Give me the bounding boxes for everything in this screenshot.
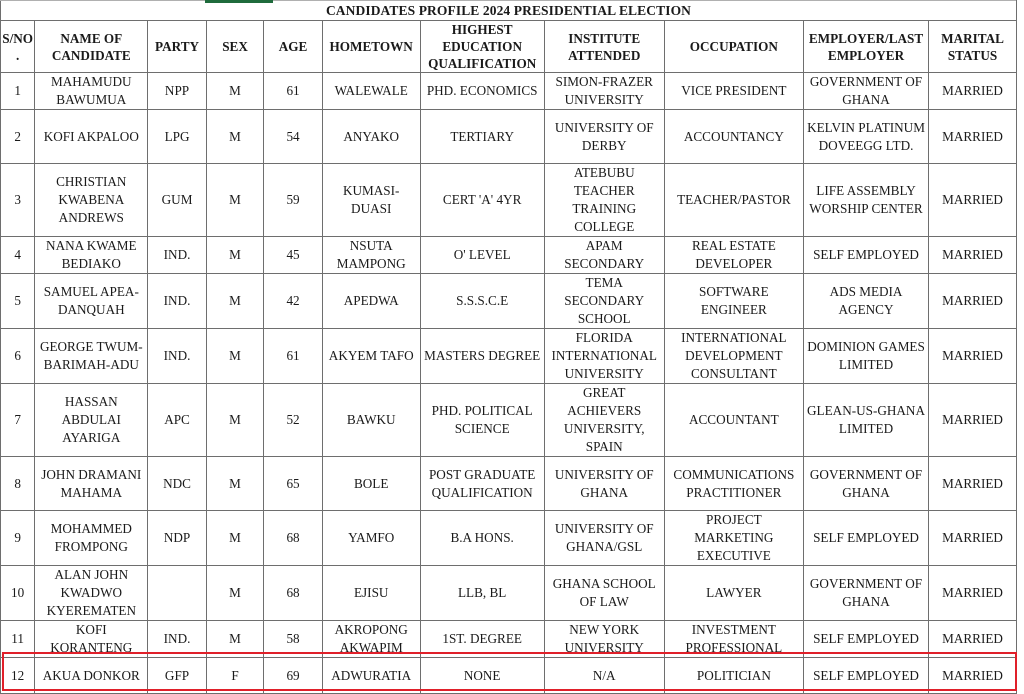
column-header-hometown: HOMETOWN <box>322 21 420 73</box>
cell-age: 69 <box>264 658 323 694</box>
cell-age: 42 <box>264 274 323 329</box>
cell-employer: LIFE ASSEMBLY WORSHIP CENTER <box>803 164 928 237</box>
cell-party: IND. <box>148 621 207 658</box>
cell-sno: 9 <box>1 511 35 566</box>
cell-occupation: COMMUNICATIONS PRACTITIONER <box>664 457 803 511</box>
table-row <box>1 274 1017 329</box>
cell-employer: GOVERNMENT OF GHANA <box>803 73 928 110</box>
cell-education: LLB, BL <box>420 566 544 621</box>
cell-party: NDC <box>148 457 207 511</box>
cell-name: HASSAN ABDULAI AYARIGA <box>35 384 148 457</box>
cell-name: CHRISTIAN KWABENA ANDREWS <box>35 164 148 237</box>
cell-occupation: POLITICIAN <box>664 658 803 694</box>
cell-occupation: INTERNATIONAL DEVELOPMENT CONSULTANT <box>664 329 803 384</box>
cell-marital-status: MARRIED <box>929 457 1017 511</box>
cell-hometown: ANYAKO <box>322 110 420 164</box>
cell-name: NANA KWAME BEDIAKO <box>35 237 148 274</box>
cell-name: MAHAMUDU BAWUMUA <box>35 73 148 110</box>
cell-party: NPP <box>148 73 207 110</box>
table-row <box>1 329 1017 384</box>
table-row <box>1 237 1017 274</box>
cell-institute: UNIVERSITY OF GHANA/GSL <box>544 511 664 566</box>
cell-hometown: YAMFO <box>322 511 420 566</box>
cell-name: KOFI KORANTENG <box>35 621 148 658</box>
cell-age: 68 <box>264 566 323 621</box>
cell-marital-status: MARRIED <box>929 384 1017 457</box>
cell-sno: 8 <box>1 457 35 511</box>
cell-institute: UNIVERSITY OF DERBY <box>544 110 664 164</box>
cell-education: TERTIARY <box>420 110 544 164</box>
cell-institute: NEW YORK UNIVERSITY <box>544 621 664 658</box>
table-row <box>1 110 1017 164</box>
cell-sex: M <box>206 511 264 566</box>
cell-sex: M <box>206 164 264 237</box>
cell-age: 52 <box>264 384 323 457</box>
cell-sno: 1 <box>1 73 35 110</box>
cell-hometown: WALEWALE <box>322 73 420 110</box>
cell-marital-status: MARRIED <box>929 621 1017 658</box>
cell-sno: 5 <box>1 274 35 329</box>
column-header-institute: INSTITUTE ATTENDED <box>544 21 664 73</box>
cell-marital-status: MARRIED <box>929 237 1017 274</box>
table-row <box>1 73 1017 110</box>
cell-sno: 2 <box>1 110 35 164</box>
cell-employer: DOMINION GAMES LIMITED <box>803 329 928 384</box>
cell-name: SAMUEL APEA-DANQUAH <box>35 274 148 329</box>
cell-education: S.S.S.C.E <box>420 274 544 329</box>
cell-education: PHD. ECONOMICS <box>420 73 544 110</box>
cell-party: IND. <box>148 274 207 329</box>
cell-sex: M <box>206 73 264 110</box>
cell-institute: APAM SECONDARY <box>544 237 664 274</box>
cell-sno: 7 <box>1 384 35 457</box>
cell-sno: 3 <box>1 164 35 237</box>
cell-hometown: AKYEM TAFO <box>322 329 420 384</box>
cell-hometown: NSUTA MAMPONG <box>322 237 420 274</box>
cell-institute: ATEBUBU TEACHER TRAINING COLLEGE <box>544 164 664 237</box>
cell-age: 68 <box>264 511 323 566</box>
cell-employer: GLEAN-US-GHANA LIMITED <box>803 384 928 457</box>
cell-sex: M <box>206 329 264 384</box>
cell-occupation: LAWYER <box>664 566 803 621</box>
cell-marital-status: MARRIED <box>929 329 1017 384</box>
cell-sno: 10 <box>1 566 35 621</box>
cell-age: 45 <box>264 237 323 274</box>
table-row <box>1 658 1017 694</box>
cell-occupation: SOFTWARE ENGINEER <box>664 274 803 329</box>
cell-age: 65 <box>264 457 323 511</box>
cell-institute: UNIVERSITY OF GHANA <box>544 457 664 511</box>
cell-marital-status: MARRIED <box>929 164 1017 237</box>
cell-marital-status: MARRIED <box>929 511 1017 566</box>
table-row <box>1 164 1017 237</box>
cell-hometown: APEDWA <box>322 274 420 329</box>
title-row <box>1 1 1017 21</box>
cell-employer: GOVERNMENT OF GHANA <box>803 457 928 511</box>
cell-marital-status: MARRIED <box>929 274 1017 329</box>
cell-employer: GOVERNMENT OF GHANA <box>803 566 928 621</box>
column-header-sno: S/NO. <box>1 21 35 73</box>
column-header-party: PARTY <box>148 21 207 73</box>
cell-education: POST GRADUATE QUALIFICATION <box>420 457 544 511</box>
cell-name: KOFI AKPALOO <box>35 110 148 164</box>
cell-hometown: EJISU <box>322 566 420 621</box>
cell-hometown: ADWURATIA <box>322 658 420 694</box>
cell-education: 1ST. DEGREE <box>420 621 544 658</box>
cell-institute: SIMON-FRAZER UNIVERSITY <box>544 73 664 110</box>
cell-employer: SELF EMPLOYED <box>803 621 928 658</box>
sheet-tab-accent <box>205 0 273 3</box>
cell-marital-status: MARRIED <box>929 110 1017 164</box>
table-body <box>1 73 1017 694</box>
cell-party: IND. <box>148 329 207 384</box>
cell-occupation: VICE PRESIDENT <box>664 73 803 110</box>
column-header-employer: EMPLOYER/LAST EMPLOYER <box>803 21 928 73</box>
column-header-sex: SEX <box>206 21 264 73</box>
cell-employer: ADS MEDIA AGENCY <box>803 274 928 329</box>
cell-institute: GREAT ACHIEVERS UNIVERSITY, SPAIN <box>544 384 664 457</box>
cell-party: LPG <box>148 110 207 164</box>
cell-education: O' LEVEL <box>420 237 544 274</box>
cell-marital-status: MARRIED <box>929 73 1017 110</box>
cell-party: GUM <box>148 164 207 237</box>
cell-institute: GHANA SCHOOL OF LAW <box>544 566 664 621</box>
cell-employer: SELF EMPLOYED <box>803 237 928 274</box>
cell-party <box>148 566 207 621</box>
cell-age: 54 <box>264 110 323 164</box>
cell-hometown: KUMASI-DUASI <box>322 164 420 237</box>
cell-party: APC <box>148 384 207 457</box>
cell-institute: N/A <box>544 658 664 694</box>
cell-sex: M <box>206 384 264 457</box>
cell-sno: 11 <box>1 621 35 658</box>
table-row <box>1 384 1017 457</box>
cell-hometown: BOLE <box>322 457 420 511</box>
cell-sex: F <box>206 658 264 694</box>
cell-employer: KELVIN PLATINUM DOVEEGG LTD. <box>803 110 928 164</box>
cell-marital-status: MARRIED <box>929 566 1017 621</box>
cell-name: AKUA DONKOR <box>35 658 148 694</box>
cell-employer: SELF EMPLOYED <box>803 658 928 694</box>
cell-sex: M <box>206 621 264 658</box>
cell-institute: TEMA SECONDARY SCHOOL <box>544 274 664 329</box>
column-header-education: HIGHEST EDUCATION QUALIFICATION <box>420 21 544 73</box>
cell-hometown: AKROPONG AKWAPIM <box>322 621 420 658</box>
cell-education: CERT 'A' 4YR <box>420 164 544 237</box>
cell-sno: 6 <box>1 329 35 384</box>
cell-institute: FLORIDA INTERNATIONAL UNIVERSITY <box>544 329 664 384</box>
table-row <box>1 511 1017 566</box>
cell-marital-status: MARRIED <box>929 658 1017 694</box>
cell-education: MASTERS DEGREE <box>420 329 544 384</box>
column-header-name: NAME OF CANDIDATE <box>35 21 148 73</box>
cell-education: B.A HONS. <box>420 511 544 566</box>
cell-sex: M <box>206 274 264 329</box>
cell-sno: 12 <box>1 658 35 694</box>
column-header-occupation: OCCUPATION <box>664 21 803 73</box>
cell-sno: 4 <box>1 237 35 274</box>
cell-occupation: TEACHER/PASTOR <box>664 164 803 237</box>
table-title: CANDIDATES PROFILE 2024 PRESIDENTIAL ELECTION <box>1 1 1017 21</box>
cell-party: GFP <box>148 658 207 694</box>
cell-sex: M <box>206 110 264 164</box>
cell-sex: M <box>206 566 264 621</box>
cell-age: 61 <box>264 73 323 110</box>
cell-name: MOHAMMED FROMPONG <box>35 511 148 566</box>
cell-name: ALAN JOHN KWADWO KYEREMATEN <box>35 566 148 621</box>
cell-name: JOHN DRAMANI MAHAMA <box>35 457 148 511</box>
cell-hometown: BAWKU <box>322 384 420 457</box>
cell-name: GEORGE TWUM-BARIMAH-ADU <box>35 329 148 384</box>
cell-party: NDP <box>148 511 207 566</box>
table-row <box>1 457 1017 511</box>
cell-occupation: ACCOUNTANT <box>664 384 803 457</box>
cell-education: NONE <box>420 658 544 694</box>
cell-age: 61 <box>264 329 323 384</box>
cell-occupation: REAL ESTATE DEVELOPER <box>664 237 803 274</box>
cell-age: 59 <box>264 164 323 237</box>
cell-education: PHD. POLITICAL SCIENCE <box>420 384 544 457</box>
column-header-marital-status: MARITAL STATUS <box>929 21 1017 73</box>
cell-sex: M <box>206 457 264 511</box>
cell-age: 58 <box>264 621 323 658</box>
cell-party: IND. <box>148 237 207 274</box>
header-row <box>1 21 1017 73</box>
table-row <box>1 566 1017 621</box>
cell-employer: SELF EMPLOYED <box>803 511 928 566</box>
cell-occupation: ACCOUNTANCY <box>664 110 803 164</box>
table-row <box>1 621 1017 658</box>
cell-sex: M <box>206 237 264 274</box>
cell-occupation: INVESTMENT PROFESSIONAL <box>664 621 803 658</box>
cell-occupation: PROJECT MARKETING EXECUTIVE <box>664 511 803 566</box>
column-header-age: AGE <box>264 21 323 73</box>
